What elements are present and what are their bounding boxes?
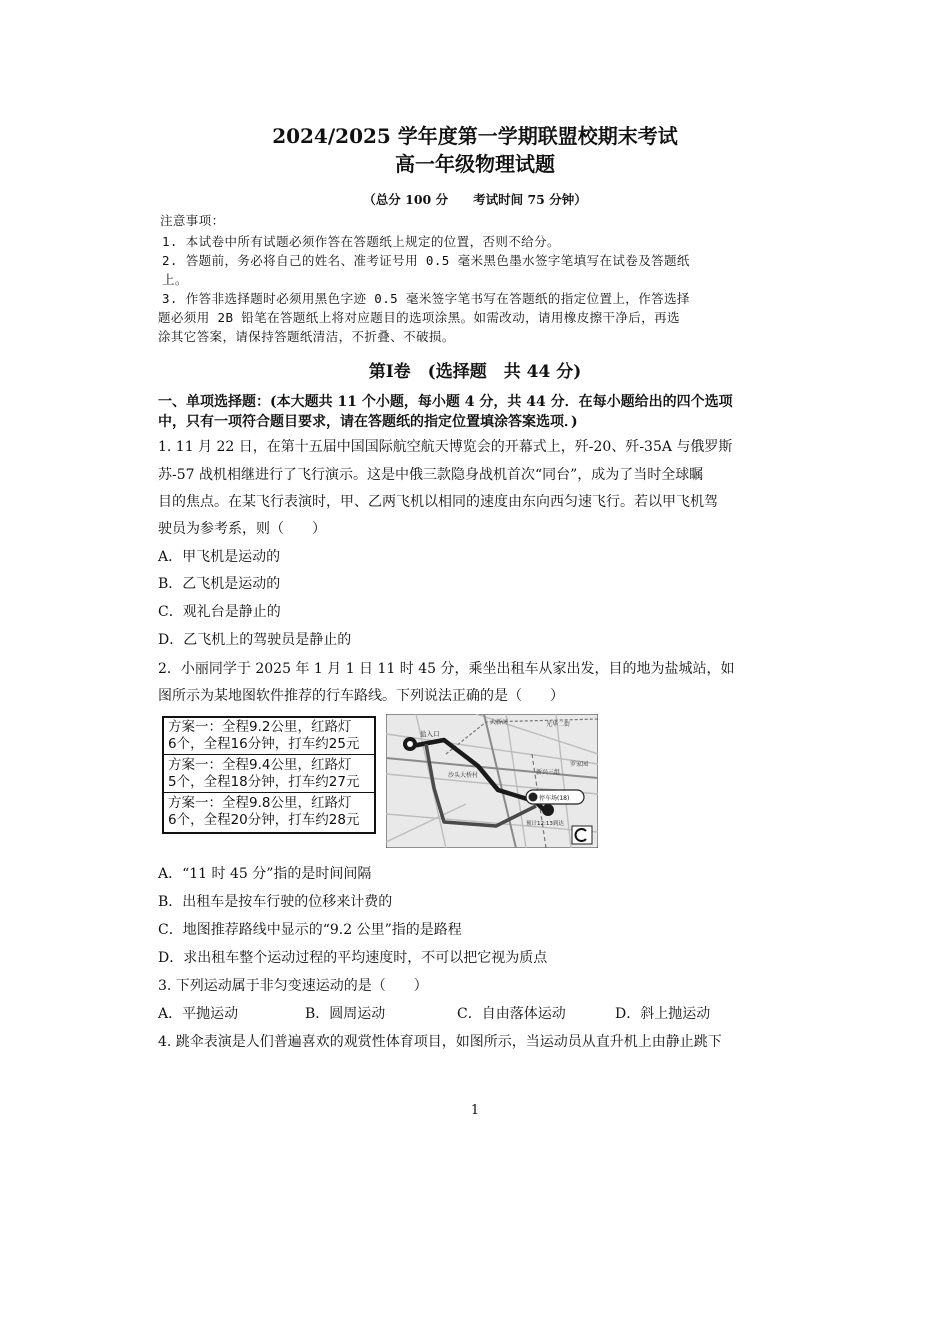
q2-option-d: D．求出租车整个运动过程的平均速度时，不可以把它视为质点	[158, 950, 548, 966]
q1-option-a: A．甲飞机是运动的	[158, 549, 281, 565]
q1-stem-line-4: 驶员为参考系，则（ ）	[158, 521, 326, 537]
section-instruction-1: 一、单项选择题：(本大题共 11 个小题，每小题 4 分，共 44 分．在每小题给出的四个选项	[158, 394, 733, 410]
exam-subtitle: 高一年级物理试题	[395, 152, 555, 176]
notice-line-3: 上。	[162, 272, 188, 287]
notice-line-1: 1. 本试卷中所有试题必须作答在答题纸上规定的位置，否则不给分。	[162, 234, 560, 249]
page-number: 1	[470, 1103, 480, 1118]
route-plan-1-line-2: 6个，全程16分钟，打车约25元	[168, 736, 360, 752]
map-label-start: 盐入口	[420, 730, 440, 738]
notice-heading: 注意事项：	[160, 213, 225, 228]
q2-stem-line-2: 图所示为某地图软件推荐的行车路线。下列说法正确的是（ ）	[158, 688, 564, 704]
map-label-arrive: 预计12:13到达	[526, 821, 564, 827]
q3-option-a: A．平抛运动	[158, 1006, 239, 1022]
q2-option-c: C．地图推荐路线中显示的“9.2 公里”指的是路程	[158, 922, 462, 938]
map-label-road-2: 光华二街	[546, 721, 571, 728]
q1-option-b: B．乙飞机是运动的	[158, 576, 281, 592]
q2-option-b: B．出租车是按车行驶的位移来计费的	[158, 894, 393, 910]
map-label-road-1: 大新河	[490, 719, 509, 726]
score-time-info: （总分 100 分 考试时间 75 分钟）	[363, 192, 587, 207]
notice-line-5: 题必须用 2B 铅笔在答题纸上将对应题目的选项涂黑。如需改动，请用橡皮擦干净后，再选	[158, 310, 680, 325]
q2-stem-line-1: 2．小丽同学于 2025 年 1 月 1 日 11 时 45 分，乘坐出租车从家出发，目的地为盐城站，如	[158, 661, 735, 677]
notice-line-6: 涂其它答案，请保持答题纸清洁，不折叠、不破损。	[158, 329, 455, 344]
map-label-area-2: 新兴三组	[536, 769, 561, 776]
route-plan-3-line-1: 方案一：全程9.8公里，红路灯	[168, 795, 352, 811]
map-label-area-3: 罗家园	[570, 761, 589, 768]
map-label-area-1: 沙头大桥村	[448, 772, 479, 779]
q1-option-d: D．乙飞机上的驾驶员是静止的	[158, 632, 352, 648]
q1-option-c: C．观礼台是静止的	[158, 604, 281, 620]
q1-stem-line-1: 1. 11 月 22 日，在第十五届中国国际航空航天博览会的开幕式上，歼-20、歼-35A 与俄罗斯	[158, 439, 733, 455]
q1-stem-line-2: 苏-57 战机相继进行了飞行演示。这是中俄三款隐身战机首次“同台”，成为了当时全球瞩	[158, 467, 704, 483]
notice-line-2: 2. 答题前，务必将自己的姓名、准考证号用 0.5 毫米黑色墨水签字笔填写在试卷及答题纸	[162, 253, 690, 268]
route-plan-2-line-1: 方案一：全程9.4公里，红路灯	[168, 757, 352, 773]
route-plan-2-line-2: 5个，全程18分钟，打车约27元	[168, 774, 360, 790]
notice-line-4: 3. 作答非选择题时必须用黑色字迹 0.5 毫米签字笔书写在答题纸的指定位置上，作答选择	[162, 291, 690, 306]
route-map	[386, 714, 598, 848]
q1-stem-line-3: 目的焦点。在某飞行表演时，甲、乙两飞机以相同的速度由东向西匀速飞行。若以甲飞机驾	[158, 494, 718, 510]
section-instruction-2: 中，只有一项符合题目要求，请在答题纸的指定位置填涂答案选项．)	[158, 414, 578, 430]
route-plans-table	[162, 716, 376, 834]
exam-title: 2024/2025 学年度第一学期联盟校期末考试	[272, 124, 678, 148]
q3-option-c: C．自由落体运动	[457, 1006, 566, 1022]
route-plan-1	[164, 718, 374, 755]
destination-marker-icon	[542, 804, 554, 816]
q2-option-a: A．“11 时 45 分”指的是时间间隔	[158, 866, 372, 882]
route-plan-2	[164, 756, 374, 793]
map-label-station: 停车场(18)	[539, 795, 570, 802]
section-title: 第Ⅰ卷 (选择题 共 44 分)	[368, 362, 582, 382]
route-plan-3	[164, 794, 374, 831]
q3-option-b: B．圆周运动	[305, 1006, 386, 1022]
q3-stem: 3. 下列运动属于非匀变速运动的是（ ）	[158, 978, 428, 994]
q3-option-d: D．斜上抛运动	[615, 1006, 711, 1022]
route-plan-3-line-2: 6个，全程20分钟，打车约28元	[168, 812, 360, 828]
route-plan-1-line-1: 方案一：全程9.2公里，红路灯	[168, 719, 352, 735]
q4-stem: 4. 跳伞表演是人们普遍喜欢的观赏性体育项目，如图所示，当运动员从直升机上由静止跳下	[158, 1034, 722, 1050]
